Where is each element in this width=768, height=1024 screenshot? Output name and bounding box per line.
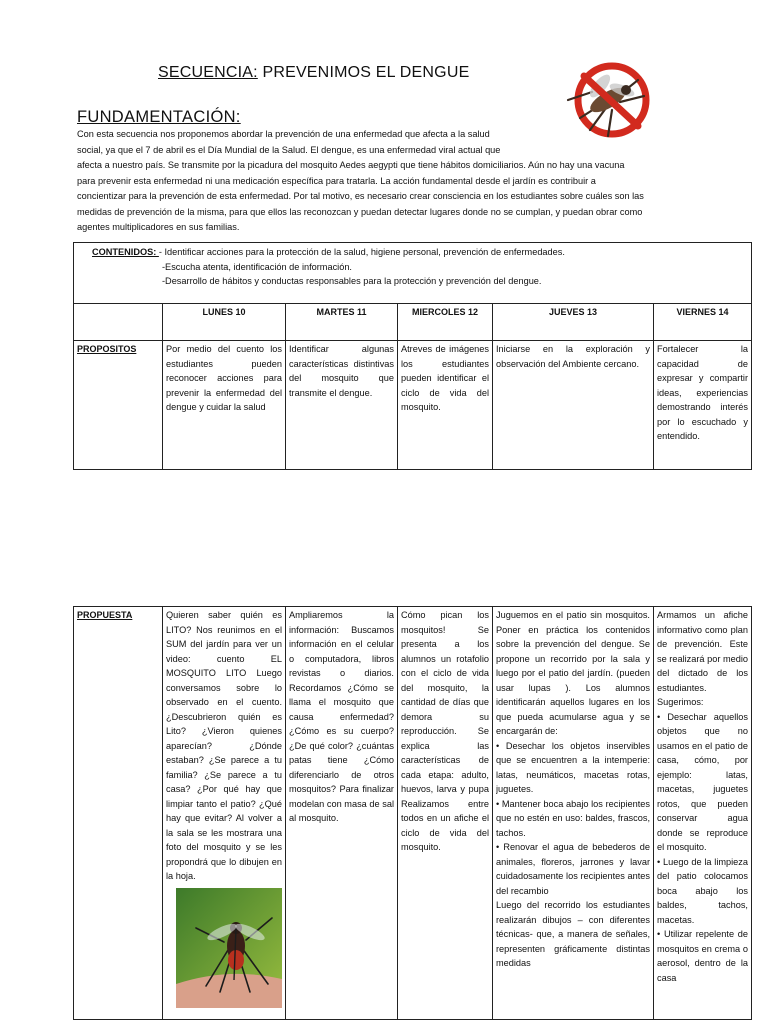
list-item: • Utilizar repelente de mosquitos en crema o aerosol, dentro de la casa [657, 929, 748, 983]
title-rest: PREVENIMOS EL DENGUE [257, 64, 470, 81]
propuesta-table [73, 606, 752, 1020]
propuesta-jueves-intro: Juguemos en el patio sin mosquitos. Poner en práctica los contenidos sobre la prevención del dengue. Se propone un recorrido por la sala y luego por el patio del jardín. (pueden usar lupas ). Los alumnos identificarán aquellos lugares en los que pueda acumularse agua y se encargarán de: [496, 610, 650, 736]
fund-line: para prevenir esta enfermedad ni una medicación específica para tratarla. La acción fundamental desde el jardín es contribuir a [77, 175, 596, 186]
contenidos-item: - Identificar acciones para la protección de la salud, higiene personal, prevención de enfermedades. [158, 247, 565, 257]
propositos-label: PROPOSITOS [74, 341, 163, 470]
list-item: • Desechar los objetos inservibles que se encuentren a la intemperie: latas, neumáticos, macetas rotas, juguetes. [496, 740, 650, 794]
propuesta-miercoles-text: Cómo pican los mosquitos! Se presenta a los alumnos un rotafolio con el ciclo de vida del mosquito, la cantidad de días que demora su reproducción. Se explica las características de cada etapa: adulto, huevos, larva y pupa Realizamos entre todos en un afiche el ciclo de vida del mosquito. [401, 610, 489, 852]
contenidos-line [80, 245, 745, 260]
fund-line: concientizar para la prevención de esta enfermedad. Por tal motivo, es necesario crear consciencia en los estudiantes sobre cuáles son las [77, 191, 644, 201]
mosquito-photo [176, 888, 282, 1008]
propuesta-viernes [654, 607, 752, 1020]
fund-line: social, ya que el 7 de abril es el Día Mundial de la Salud. El dengue, es una enfermedad viral actual que [77, 144, 501, 155]
contenidos-label: CONTENIDOS: [92, 247, 159, 257]
plan-table [73, 242, 752, 470]
propuesta-viernes-intro: Armamos un afiche informativo como plan de prevención. Este se realizará por medio del dictado de los estudiantes. Sugerimos: [657, 610, 748, 707]
day-header-miercoles: MIERCOLES 12 [398, 304, 493, 341]
propuesta-miercoles [398, 607, 493, 1020]
list-item: • Renovar el agua de bebederos de animales, floreros, jarrones y lavar cuidadosamente los recipientes antes del recambio [496, 842, 650, 896]
list-item: Luego del recorrido los estudiantes realizarán dibujos – con diferentes técnicas- que, a manera de señales, representen gráficamente distintas medidas [496, 900, 650, 968]
fund-line: medidas de prevención de la misma, para que ellos las reconozcan y puedan detectar lugares donde no se cumplan, y puedan obrar como [77, 206, 643, 217]
propuesta-label: PROPUESTA [74, 607, 163, 1020]
fund-line: agentes multiplicadores en sus familias. [77, 222, 240, 232]
propositos-lunes: Por medio del cuento los estudiantes pueden reconocer acciones para prevenir la enfermedad del dengue y cuidar la salud [163, 341, 286, 470]
list-item: • Desechar aquellos objetos que no usamos en el patio de casa, cómo, por ejemplo: latas, macetas, juguetes rotos, que pueden conservar agua donde se reproduce el mosquito. [657, 711, 748, 852]
propositos-jueves: Iniciarse en la exploración y observación del Ambiente cercano. [493, 341, 654, 470]
propositos-martes: Identificar algunas características distintivas del mosquito que transmite el dengue. [286, 341, 398, 470]
day-header-viernes: VIERNES 14 [654, 304, 752, 341]
fundamentacion-text [77, 127, 689, 236]
propositos-row [74, 341, 752, 470]
day-header-jueves: JUEVES 13 [493, 304, 654, 341]
day-header-martes: MARTES 11 [286, 304, 398, 341]
day-header-empty [74, 304, 163, 341]
contenidos-item: -Escucha atenta, identificación de información. [162, 261, 352, 272]
list-item: • Mantener boca abajo los recipientes que no estén en uso: baldes, frascos, tachos. [496, 798, 650, 838]
page-title [158, 64, 469, 82]
contenidos-item: -Desarrollo de hábitos y conductas responsables para la protección y prevención del dengue. [162, 276, 542, 286]
list-item: • Luego de la limpieza del patio colocamos boca abajo los baldes, tachos, macetas. [657, 856, 748, 925]
propuesta-jueves [493, 607, 654, 1020]
fund-line: Con esta secuencia nos proponemos abordar la prevención de una enfermedad que afecta a la salud [77, 129, 490, 139]
propositos-viernes: Fortalecer la capacidad de expresar y compartir ideas, experiencias demostrando interés por lo escuchado y entendido. [654, 341, 752, 470]
propuesta-lunes-text: Quieren saber quién es LITO? Nos reunimos en el SUM del jardín para ver un video: cuento EL MOSQUITO LITO Luego conversamos sobre lo observado en el cuento. ¿Descubrieron quién es Lito? ¿Vieron quienes aparecían? ¿Dónde estaban? ¿Se parece a tu familia? ¿Se parece a tu casa? ¿Por qué hay que limpiar tanto el patio? ¿Qué hay que evitar? Al volver a la sala se les mostrara una foto del mosquito y se les propondrá que lo dibujen en la hoja. [166, 610, 282, 881]
contenidos-cell [74, 243, 752, 304]
propositos-miercoles: Atreves de imágenes los estudiantes pueden identificar el ciclo de vida del mosquito. [398, 341, 493, 470]
propuesta-lunes [163, 607, 286, 1020]
propuesta-row [74, 607, 752, 1020]
days-row [74, 304, 752, 341]
title-underlined: SECUENCIA: [158, 64, 258, 81]
day-header-lunes: LUNES 10 [163, 304, 286, 341]
fund-line: afecta a nuestro país. Se transmite por la picadura del mosquito Aedes aegypti que tiene hábitos domiciliarios. Aún no hay una vacuna [77, 160, 625, 170]
propuesta-martes [286, 607, 398, 1020]
fundamentacion-heading: FUNDAMENTACIÓN: [77, 108, 241, 126]
propuesta-martes-text: Ampliaremos la información: Buscamos información en el celular o computadora, libros revistas o diarios. Recordamos ¿Cómo se llama el mosquito que causa enfermedad? ¿Cómo es su cuerpo? ¿De qué color? ¿cuántas patas tiene ¿Cómo diferenciarlo de otros mosquitos? Para finalizar modelan con masa de sal al mosquito. [289, 610, 394, 823]
